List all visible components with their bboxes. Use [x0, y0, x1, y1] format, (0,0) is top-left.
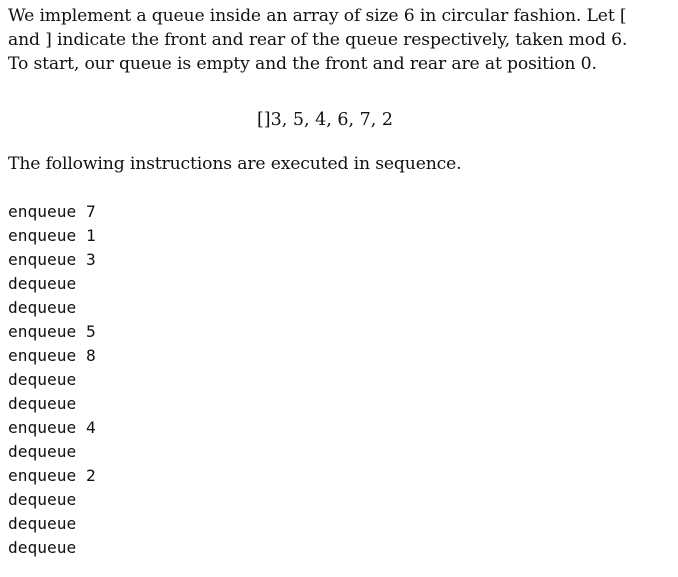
- statement-line: To start, our queue is empty and the front and rear are at position 0.: [8, 54, 597, 74]
- instruction-item: dequeue: [8, 394, 77, 413]
- instruction-item: dequeue: [8, 274, 77, 293]
- array-state-formula: []3, 5, 4, 6, 7, 2: [256, 110, 394, 130]
- instruction-item: dequeue: [8, 298, 77, 317]
- instruction-item: enqueue 4: [8, 418, 96, 437]
- instructions-intro: The following instructions are executed in sequence.: [8, 154, 462, 174]
- instruction-item: dequeue: [8, 514, 77, 533]
- instruction-item: dequeue: [8, 370, 77, 389]
- instruction-item: dequeue: [8, 538, 77, 557]
- instruction-item: enqueue 3: [8, 250, 96, 269]
- instruction-item: enqueue 8: [8, 346, 96, 365]
- instruction-item: enqueue 7: [8, 202, 96, 221]
- instruction-item: dequeue: [8, 490, 77, 509]
- problem-statement: [8, 4, 627, 76]
- instruction-list: [8, 200, 96, 560]
- statement-line: We implement a queue inside an array of size 6 in circular fashion. Let [: [8, 6, 627, 26]
- instruction-item: enqueue 5: [8, 322, 96, 341]
- statement-line: and ] indicate the front and rear of the queue respectively, taken mod 6.: [8, 30, 628, 50]
- instruction-item: enqueue 1: [8, 226, 96, 245]
- instruction-item: enqueue 2: [8, 466, 96, 485]
- instruction-item: dequeue: [8, 442, 77, 461]
